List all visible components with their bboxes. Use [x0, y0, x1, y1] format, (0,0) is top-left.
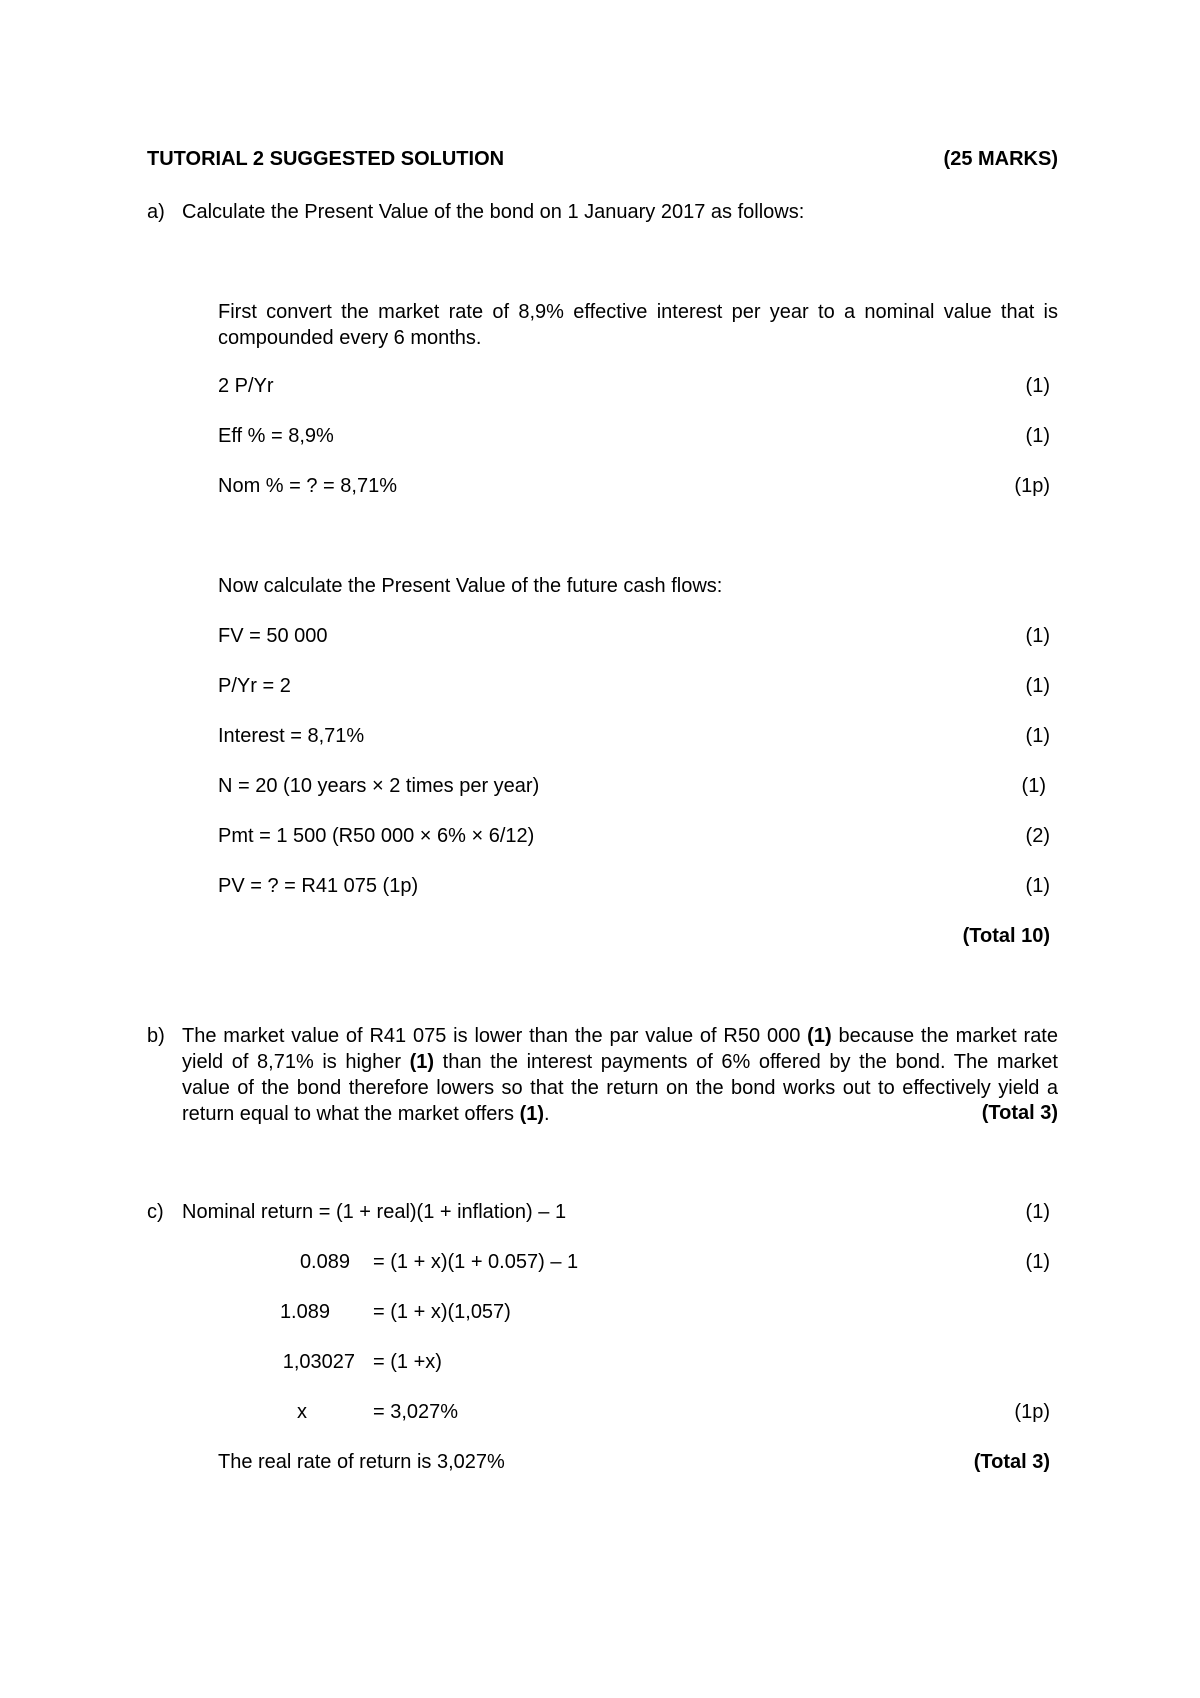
- convert-step: Nom % = ? = 8,71%: [218, 475, 397, 497]
- part-b-mark: (1): [409, 1051, 435, 1073]
- pv-step-mark: (2): [1025, 825, 1050, 847]
- pv-step-mark: (1): [1025, 875, 1050, 897]
- equation-lhs: 1.089: [279, 1301, 330, 1323]
- part-b-label: b): [147, 1025, 165, 1047]
- pv-step: Pmt = 1 500 (R50 000 × 6% × 6/12): [218, 825, 535, 847]
- pv-step-mark: (1): [1021, 775, 1046, 797]
- formula-mark: (1): [1025, 1201, 1050, 1223]
- pv-step: PV = ? = R41 075 (1p): [218, 875, 419, 897]
- part-b-mark: (1): [519, 1103, 545, 1125]
- equation-lhs: x: [297, 1401, 307, 1423]
- equation-mark: (1): [1025, 1251, 1050, 1273]
- part-b-text: .: [544, 1103, 550, 1125]
- pv-step: Interest = 8,71%: [218, 725, 365, 747]
- part-b-text: than the interest payments of 6% offered by the bond. The market value of the bond therefore lowers so that the return on the bond works out to effectively yield a return equal to what the market offers: [182, 1051, 1058, 1125]
- pv-intro: Now calculate the Present Value of the future cash flows:: [218, 575, 723, 597]
- pv-step: P/Yr = 2: [218, 675, 291, 697]
- equation-lhs: 0.089: [299, 1251, 350, 1273]
- page-title: TUTORIAL 2 SUGGESTED SOLUTION: [147, 148, 505, 170]
- equation-lhs: 1,03027: [282, 1351, 355, 1373]
- total-marks: (25 MARKS): [943, 148, 1058, 170]
- convert-paragraph: First convert the market rate of 8,9% effective interest per year to a nominal value that is compounded every 6 months.: [218, 301, 1058, 349]
- pv-step-mark: (1): [1025, 675, 1050, 697]
- part-b-text: The market value of R41 075 is lower than the par value of R50 000: [182, 1025, 808, 1047]
- equation-rhs: = (1 +x): [373, 1351, 442, 1373]
- nominal-return-formula: Nominal return = (1 + real)(1 + inflation) – 1: [182, 1201, 567, 1223]
- part-b-text: because the market rate yield of 8,71% is higher: [182, 1025, 1058, 1073]
- pv-step: N = 20 (10 years × 2 times per year): [218, 775, 540, 797]
- convert-step: 2 P/Yr: [218, 375, 274, 397]
- convert-step-mark: (1): [1025, 375, 1050, 397]
- part-c-total: (Total 3): [973, 1451, 1050, 1473]
- pv-step: FV = 50 000: [218, 625, 328, 647]
- equation-rhs: = (1 + x)(1,057): [373, 1301, 511, 1323]
- equation-rhs: = (1 + x)(1 + 0.057) – 1: [373, 1251, 579, 1273]
- convert-step: Eff % = 8,9%: [218, 425, 334, 447]
- part-a-label: a): [147, 201, 165, 223]
- conclusion: The real rate of return is 3,027%: [218, 1451, 505, 1473]
- part-b-mark: (1): [807, 1025, 832, 1047]
- convert-step-mark: (1): [1025, 425, 1050, 447]
- part-a-intro: Calculate the Present Value of the bond on 1 January 2017 as follows:: [182, 201, 805, 223]
- part-c-label: c): [147, 1201, 164, 1223]
- convert-step-mark: (1p): [1014, 475, 1050, 497]
- pv-step-mark: (1): [1025, 725, 1050, 747]
- pv-step-mark: (1): [1025, 625, 1050, 647]
- part-a-total: (Total 10): [962, 925, 1050, 947]
- equation-rhs: = 3,027%: [373, 1401, 459, 1423]
- equation-mark: (1p): [1014, 1401, 1050, 1423]
- part-b-total: (Total 3): [850, 1101, 1058, 1125]
